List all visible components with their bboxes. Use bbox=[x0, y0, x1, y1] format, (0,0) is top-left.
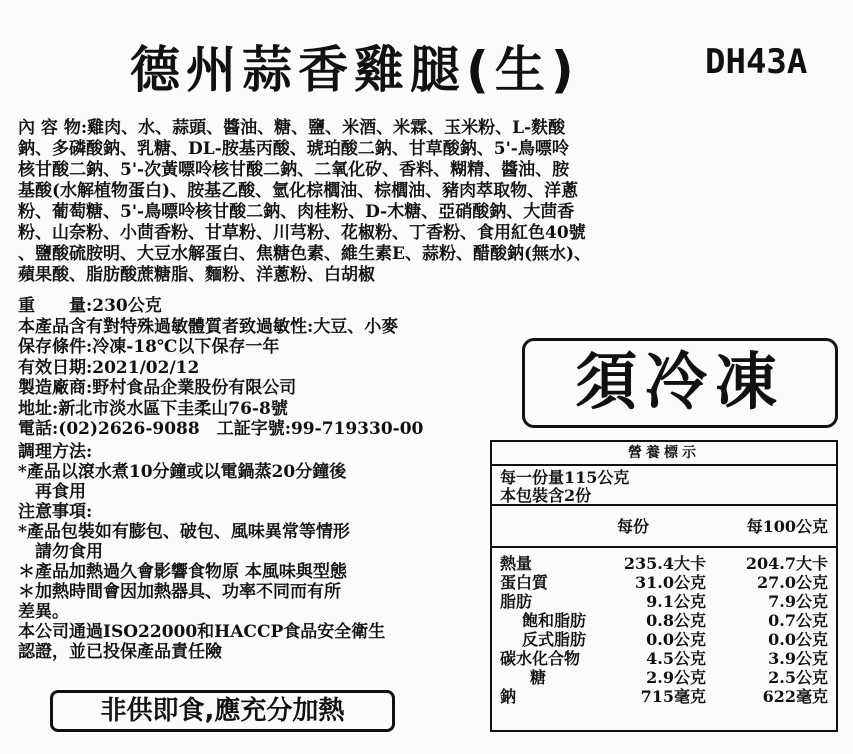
notes-line: ＊產品加熱過久會影響食物原 本風味與型態 bbox=[18, 562, 347, 582]
nutrient-per-100g: 7.9公克 bbox=[768, 592, 828, 611]
col-per-100g: 每100公克 bbox=[746, 517, 828, 536]
ingredients-line: 粉、山奈粉、小茴香粉、甘草粉、川芎粉、花椒粉、丁香粉、食用紅色40號 bbox=[18, 223, 586, 243]
notes-line: 注意事項: bbox=[18, 502, 93, 522]
nutrient-name: 蛋白質 bbox=[500, 573, 549, 592]
serving-size: 每一份量115公克 bbox=[500, 468, 630, 487]
ingredients-line: 、鹽酸硫胺明、大豆水解蛋白、焦糖色素、維生素E、蒜粉、醋酸鈉(無水)、 bbox=[18, 244, 592, 264]
nutrient-name: 反式脂肪 bbox=[522, 630, 587, 649]
col-per-serving: 每份 bbox=[617, 517, 650, 536]
nutrient-per-serving: 9.1公克 bbox=[646, 592, 706, 611]
nutrient-per-serving: 715毫克 bbox=[640, 687, 706, 706]
notes-line: 再食用 bbox=[18, 482, 86, 502]
title-row bbox=[0, 30, 853, 100]
notes-line: *產品包裝如有膨包、破包、風味異常等情形 bbox=[18, 522, 350, 542]
notes-line: 請勿食用 bbox=[18, 542, 103, 562]
phone-line: 電話:(02)2626-9088 工証字號:99-719330-00 bbox=[18, 419, 424, 439]
nutrient-per-100g: 2.5公克 bbox=[768, 668, 828, 687]
nutrition-title: 營養標示 bbox=[492, 442, 836, 466]
nutrient-per-serving: 235.4大卡 bbox=[623, 554, 706, 573]
nutrition-row bbox=[492, 630, 836, 649]
ingredients-line: 基酸(水解植物蛋白)、胺基乙酸、氫化棕櫚油、棕櫚油、豬肉萃取物、洋蔥 bbox=[18, 181, 579, 201]
address-line: 地址:新北市淡水區下圭柔山76-8號 bbox=[18, 398, 288, 419]
ingredients-line: 鈉、多磷酸鈉、乳糖、DL-胺基丙酸、琥珀酸二鈉、甘草酸鈉、5'-鳥嘌呤 bbox=[18, 139, 569, 159]
nutrition-table bbox=[490, 440, 838, 732]
nutrient-name: 飽和脂肪 bbox=[522, 611, 587, 630]
nutrition-rows bbox=[492, 548, 836, 706]
nutrition-row bbox=[492, 649, 836, 668]
notes-line: 認證，並已投保產品責任險 bbox=[18, 642, 222, 662]
nutrient-per-100g: 27.0公克 bbox=[757, 573, 828, 592]
storage-line: 保存條件:冷凍-18℃以下保存一年 bbox=[18, 337, 280, 357]
weight-line: 重 量:230公克 bbox=[18, 296, 162, 316]
nutrient-per-serving: 2.9公克 bbox=[646, 668, 706, 687]
manufacturer-line: 製造廠商:野村食品企業股份有限公司 bbox=[18, 378, 297, 398]
product-title: 德州蒜香雞腿(生) bbox=[130, 41, 580, 99]
nutrition-row bbox=[492, 573, 836, 592]
keep-frozen-label: 須冷凍 bbox=[522, 338, 838, 428]
ingredients-line: 內 容 物:雞肉、水、蒜頭、醬油、糖、鹽、米酒、米霖、玉米粉、L-麩酸 bbox=[18, 118, 566, 138]
nutrient-per-100g: 0.0公克 bbox=[768, 630, 828, 649]
ingredients-list bbox=[18, 118, 838, 286]
nutrient-per-100g: 622毫克 bbox=[762, 687, 828, 706]
nutrient-name: 糖 bbox=[530, 668, 547, 687]
nutrient-per-100g: 3.9公克 bbox=[768, 649, 828, 668]
notes-line: 差異。 bbox=[18, 602, 69, 622]
notes-line: 本公司通過ISO22000和HACCP食品安全衛生 bbox=[18, 622, 386, 642]
nutrition-row bbox=[492, 554, 836, 573]
serving-info bbox=[492, 466, 836, 506]
nutrition-header bbox=[492, 506, 836, 548]
product-code: DH43A bbox=[705, 42, 808, 82]
nutrient-per-100g: 0.7公克 bbox=[768, 611, 828, 630]
ingredients-line: 粉、葡萄糖、5'-鳥嘌呤核甘酸二鈉、肉桂粉、D-木糖、亞硝酸鈉、大茴香 bbox=[18, 202, 575, 222]
nutrient-name: 脂肪 bbox=[500, 592, 533, 611]
allergen-line: 本產品含有對特殊過敏體質者致過敏性:大豆、小麥 bbox=[18, 316, 399, 337]
ingredients-line: 蘋果酸、脂肪酸蔗糖脂、麵粉、洋蔥粉、白胡椒 bbox=[18, 265, 375, 285]
nutrient-per-serving: 0.8公克 bbox=[646, 611, 706, 630]
ingredients-line: 核甘酸二鈉、5'-次黃嘌呤核甘酸二鈉、二氧化矽、香料、糊精、醬油、胺 bbox=[18, 160, 570, 180]
nutrition-row bbox=[492, 592, 836, 611]
nutrition-row bbox=[492, 611, 836, 630]
servings-per-pack: 本包裝含2份 bbox=[500, 486, 592, 505]
product-info bbox=[18, 296, 518, 440]
notes-line: *產品以滾水煮10分鐘或以電鍋蒸20分鐘後 bbox=[18, 462, 347, 482]
nutrient-per-serving: 0.0公克 bbox=[646, 630, 706, 649]
nutrient-per-100g: 204.7大卡 bbox=[745, 554, 828, 573]
nutrient-name: 熱量 bbox=[500, 554, 533, 573]
nutrition-row bbox=[492, 687, 836, 706]
heat-warning-label: 非供即食,應充分加熱 bbox=[50, 690, 395, 732]
nutrient-name: 鈉 bbox=[500, 687, 517, 706]
notes-line: ＊加熱時間會因加熱器具、功率不同而有所 bbox=[18, 582, 341, 602]
nutrient-per-serving: 4.5公克 bbox=[646, 649, 706, 668]
nutrient-per-serving: 31.0公克 bbox=[635, 573, 706, 592]
notes-line: 調理方法: bbox=[18, 442, 93, 462]
expiry-line: 有效日期:2021/02/12 bbox=[18, 357, 200, 378]
nutrient-name: 碳水化合物 bbox=[500, 649, 581, 668]
preparation-notes bbox=[18, 442, 488, 662]
nutrition-row bbox=[492, 668, 836, 687]
